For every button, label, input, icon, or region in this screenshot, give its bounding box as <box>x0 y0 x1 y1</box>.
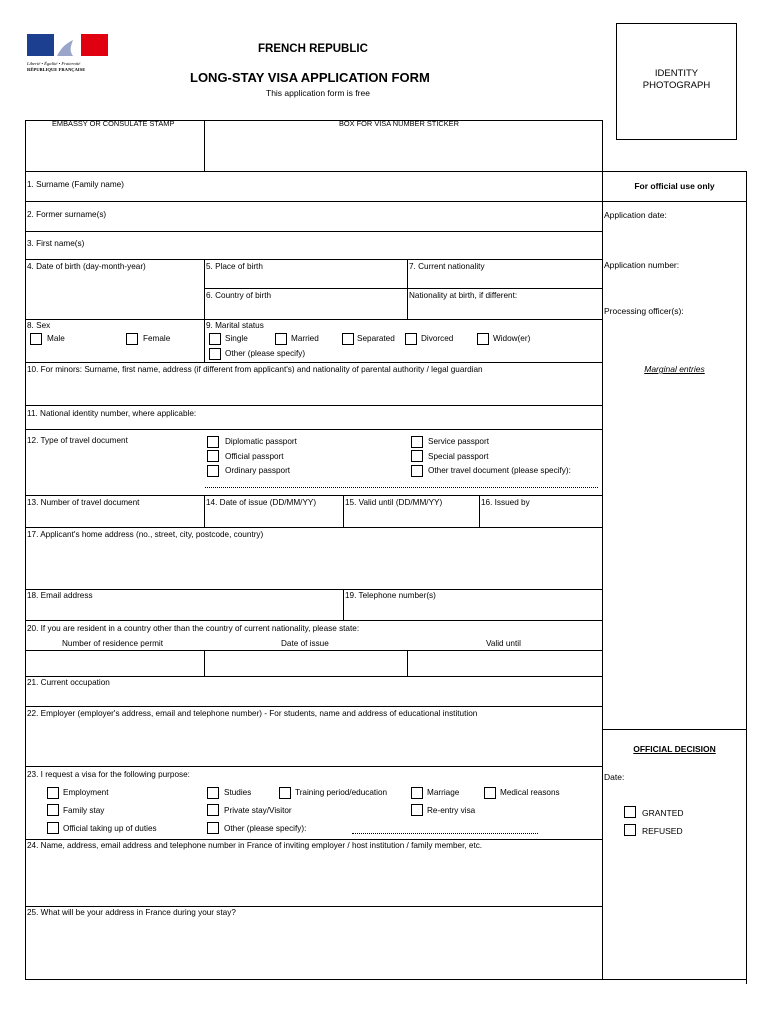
doc-service-label: Service passport <box>428 437 489 446</box>
doc-service-checkbox[interactable] <box>411 436 423 448</box>
field-nationality-at-birth: Nationality at birth, if different: <box>409 291 518 300</box>
doc-official-checkbox[interactable] <box>207 450 219 462</box>
field-home-address: 17. Applicant's home address (no., street, city, postcode, country) <box>27 530 264 539</box>
marital-divorced-label: Divorced <box>421 334 454 343</box>
residence-col-permit: Number of residence permit <box>62 639 164 648</box>
field-visa-purpose: 23. I request a visa for the following purpose: <box>27 770 190 779</box>
field-country-of-birth: 6. Country of birth <box>206 291 272 300</box>
field-marital-status: 9. Marital status <box>206 321 264 330</box>
page-subtitle: This application form is free <box>266 88 370 98</box>
sticker-label: BOX FOR VISA NUMBER STICKER <box>339 119 459 128</box>
doc-ordinary-label: Ordinary passport <box>225 466 291 475</box>
purpose-other-specify-line[interactable] <box>352 833 538 834</box>
field-minors: 10. For minors: Surname, first name, address (if different from applicant's) and nationality of parental authority / legal guardian <box>27 365 483 374</box>
sex-male-checkbox[interactable] <box>30 333 42 345</box>
field-date-of-birth: 4. Date of birth (day-month-year) <box>27 262 146 271</box>
application-date-label: Application date: <box>604 210 667 220</box>
purpose-private-label: Private stay/Visitor <box>224 806 292 815</box>
sex-male-label: Male <box>47 334 65 343</box>
purpose-reentry-checkbox[interactable] <box>411 804 423 816</box>
marital-single-label: Single <box>225 334 248 343</box>
doc-official-label: Official passport <box>225 452 284 461</box>
field-first-names: 3. First name(s) <box>27 239 85 248</box>
marital-other-label: Other (please specify) <box>225 349 306 358</box>
doc-ordinary-checkbox[interactable] <box>207 465 219 477</box>
field-former-surname: 2. Former surname(s) <box>27 210 107 219</box>
logo-republique: RÉPUBLIQUE FRANÇAISE <box>27 67 86 72</box>
doc-other-checkbox[interactable] <box>411 465 423 477</box>
field-travel-doc-number: 13. Number of travel document <box>27 498 140 507</box>
marital-married-checkbox[interactable] <box>275 333 287 345</box>
official-use-heading: For official use only <box>634 181 715 191</box>
purpose-official-duties-checkbox[interactable] <box>47 822 59 834</box>
purpose-private-checkbox[interactable] <box>207 804 219 816</box>
purpose-marriage-checkbox[interactable] <box>411 787 423 799</box>
marginal-entries-label: Marginal entries <box>644 364 705 374</box>
doc-special-checkbox[interactable] <box>411 450 423 462</box>
field-telephone: 19. Telephone number(s) <box>345 591 436 600</box>
purpose-studies-label: Studies <box>224 788 252 797</box>
field-email: 18. Email address <box>27 591 93 600</box>
residence-col-valid: Valid until <box>486 639 521 648</box>
marital-other-checkbox[interactable] <box>209 348 221 360</box>
doc-other-specify-line[interactable] <box>205 487 598 488</box>
doc-special-label: Special passport <box>428 452 489 461</box>
marital-separated-checkbox[interactable] <box>342 333 354 345</box>
doc-other-label: Other travel document (please specify): <box>428 466 571 475</box>
purpose-studies-checkbox[interactable] <box>207 787 219 799</box>
marital-widow-label: Widow(er) <box>493 334 531 343</box>
purpose-medical-checkbox[interactable] <box>484 787 496 799</box>
application-number-label: Application number: <box>604 260 680 270</box>
identity-photo-label: IDENTITY PHOTOGRAPH <box>642 68 711 91</box>
purpose-other-checkbox[interactable] <box>207 822 219 834</box>
field-travel-doc-type: 12. Type of travel document <box>27 436 128 445</box>
decision-date-label: Date: <box>604 772 625 782</box>
field-current-nationality: 7. Current nationality <box>409 262 485 271</box>
official-decision-heading: OFFICIAL DECISION <box>633 744 716 754</box>
processing-officer-label: Processing officer(s): <box>604 306 684 316</box>
marital-separated-label: Separated <box>357 334 395 343</box>
page-title: LONG-STAY VISA APPLICATION FORM <box>190 70 430 85</box>
purpose-family-label: Family stay <box>63 806 105 815</box>
marital-single-checkbox[interactable] <box>209 333 221 345</box>
residence-col-date: Date of issue <box>281 639 329 648</box>
logo-motto: Liberté • Égalité • Fraternité <box>27 61 81 66</box>
refused-checkbox[interactable] <box>624 824 636 836</box>
field-employer: 22. Employer (employer's address, email and telephone number) - For students, name and address of educational institution <box>27 709 478 718</box>
purpose-employment-checkbox[interactable] <box>47 787 59 799</box>
field-date-of-issue: 14. Date of issue (DD/MM/YY) <box>206 498 317 507</box>
doc-diplomatic-checkbox[interactable] <box>207 436 219 448</box>
field-sex: 8. Sex <box>27 321 51 330</box>
field-valid-until: 15. Valid until (DD/MM/YY) <box>345 498 443 507</box>
marital-divorced-checkbox[interactable] <box>405 333 417 345</box>
granted-checkbox[interactable] <box>624 806 636 818</box>
republique-logo <box>27 34 108 74</box>
sex-female-checkbox[interactable] <box>126 333 138 345</box>
purpose-training-checkbox[interactable] <box>279 787 291 799</box>
purpose-family-checkbox[interactable] <box>47 804 59 816</box>
purpose-employment-label: Employment <box>63 788 109 797</box>
stamp-label: EMBASSY OR CONSULATE STAMP <box>52 119 175 128</box>
doc-diplomatic-label: Diplomatic passport <box>225 437 297 446</box>
purpose-reentry-label: Re-entry visa <box>427 806 476 815</box>
marianne-flag-icon <box>27 34 108 56</box>
field-surname: 1. Surname (Family name) <box>27 180 124 189</box>
granted-label: GRANTED <box>642 808 684 818</box>
field-address-in-france: 25. What will be your address in France during your stay? <box>27 908 236 917</box>
sex-female-label: Female <box>143 334 171 343</box>
purpose-other-label: Other (please specify): <box>224 824 307 833</box>
field-residence: 20. If you are resident in a country other than the country of current nationality, please state: <box>27 624 360 633</box>
purpose-medical-label: Medical reasons <box>500 788 560 797</box>
field-inviting-party: 24. Name, address, email address and telephone number in France of inviting employer / host institution / family member, etc. <box>27 841 483 850</box>
field-occupation: 21. Current occupation <box>27 678 110 687</box>
field-place-of-birth: 5. Place of birth <box>206 262 263 271</box>
field-national-id: 11. National identity number, where applicable: <box>27 409 197 418</box>
refused-label: REFUSED <box>642 826 683 836</box>
purpose-training-label: Training period/education <box>295 788 388 797</box>
marital-married-label: Married <box>291 334 319 343</box>
field-issued-by: 16. Issued by <box>481 498 530 507</box>
purpose-official-duties-label: Official taking up of duties <box>63 824 157 833</box>
marital-widow-checkbox[interactable] <box>477 333 489 345</box>
purpose-marriage-label: Marriage <box>427 788 460 797</box>
republic-heading: FRENCH REPUBLIC <box>258 43 368 55</box>
